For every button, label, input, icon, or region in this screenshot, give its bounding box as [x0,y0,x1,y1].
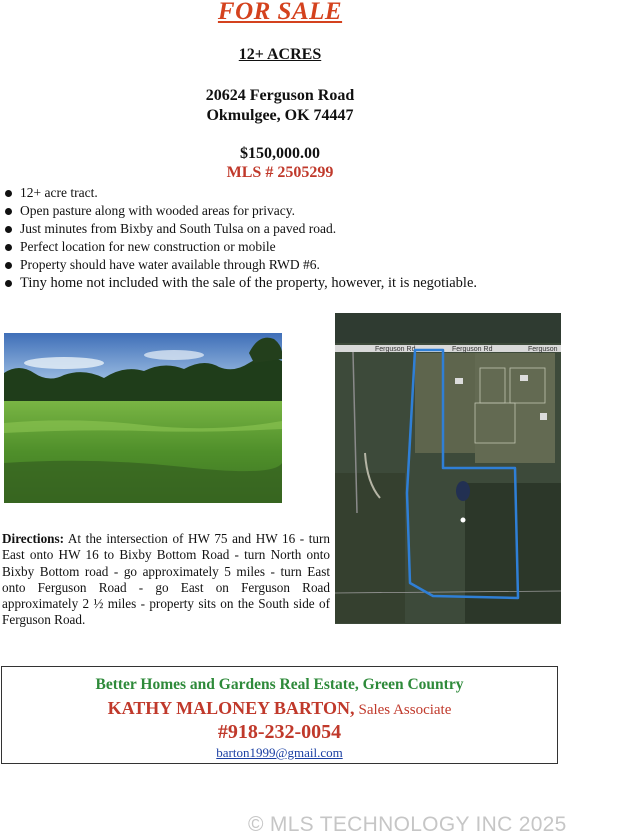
listing-price: $150,000.00 [240,145,320,162]
mls-number: MLS # 2505299 [226,164,334,181]
agent-email-link[interactable]: barton1999@gmail.com [216,745,343,760]
map-road-label: Ferguson [528,346,558,353]
address-street: 20624 Ferguson Road [205,87,355,104]
agent-phone: #918-232-0054 [217,721,342,743]
agent-name: KATHY MALONEY BARTON, [107,698,355,718]
acreage-heading: 12+ ACRES [238,46,322,63]
pasture-photo [4,333,282,503]
feature-item: Property should have water available through RWD #6. [4,256,477,274]
directions-body: At the intersection of HW 75 and HW 16 - turn East onto HW 16 to Bixby Bottom Road - turn North onto Bixby Bottom road - go approximately 5 miles - turn East onto Ferguson Road - go East on Ferguson Road approximately 2 ½ miles - property sits on the South side of Ferguson Road. [2,531,330,628]
agent-line [2,698,557,719]
feature-item: 12+ acre tract. [4,184,477,202]
feature-item: Just minutes from Bixby and South Tulsa on a paved road. [4,220,477,238]
address-city: Okmulgee, OK 74447 [206,107,354,124]
map-road-label: Ferguson Rd [375,346,416,353]
listing-title: FOR SALE [217,0,343,25]
directions-label: Directions: [2,531,65,546]
aerial-map [335,313,561,624]
feature-item: Open pasture along with wooded areas for privacy. [4,202,477,220]
agent-title: Sales Associate [358,702,452,718]
copyright-watermark: © MLS TECHNOLOGY INC 2025 [248,813,567,836]
map-road-label: Ferguson Rd [452,346,493,353]
feature-item: Perfect location for new construction or mobile [4,238,477,256]
agent-contact-box [1,666,558,764]
brokerage-name: Better Homes and Gardens Real Estate, Green Country [95,676,464,693]
feature-item: Tiny home not included with the sale of the property, however, it is negotiable. [4,274,477,292]
feature-list [4,184,477,292]
directions-text [2,531,330,629]
